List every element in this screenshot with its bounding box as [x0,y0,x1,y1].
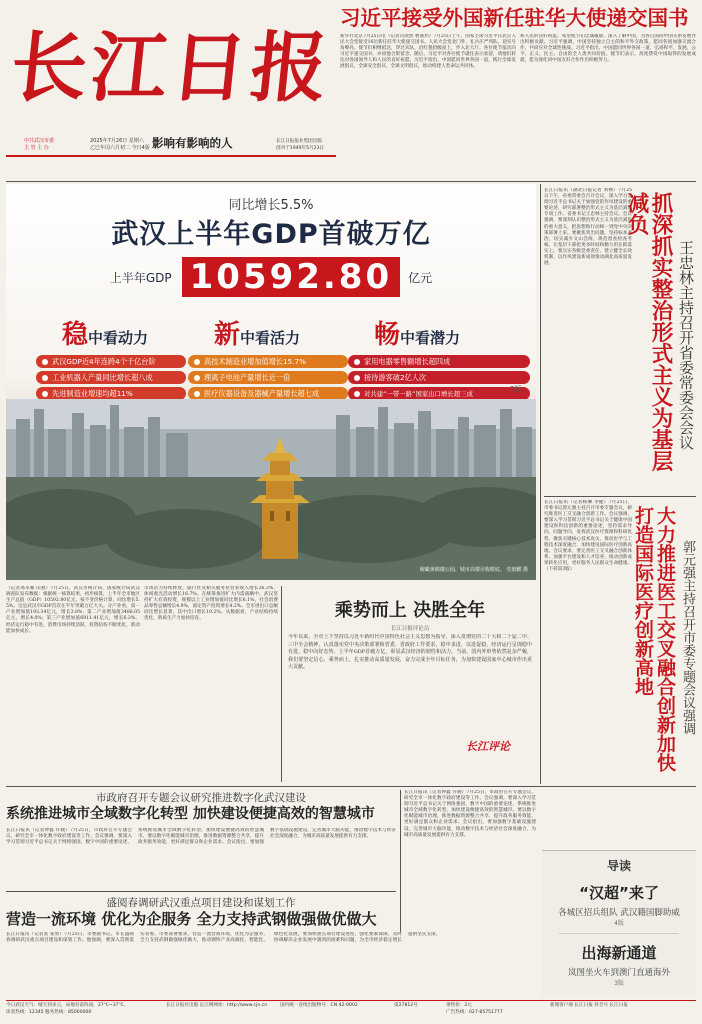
masthead-rule [6,155,336,157]
commentary-title: 乘势而上 决胜全年 [334,600,486,621]
panel-new [188,314,348,403]
lunar-date: 乙巳年闰六月初二 今日4版 [90,145,150,151]
masthead [6,4,336,180]
list-item: 高技术制造业增加值增长15.7% [188,355,348,368]
footer-website[interactable]: 长江日报社出版 长江网网址：http://www.cjn.cn [166,1003,268,1008]
panel-smooth [348,314,530,403]
footer-weather: 今日武汉天气：晴天到多云，局地有雷阵雨，27℃~37℃。 [6,1003,129,1008]
footer [6,1003,696,1022]
commentary-sign: 长江评论 [466,740,510,753]
right-story-1-headline: 抓深抓实整治形式主义为基层减负 [624,192,673,472]
right-story-1-body: 长江日报讯（湖北日报记者 刘畅）7月25日下午，省委常委会召开会议，深入学习贯彻习近平总书记关于加强党的作风建设的重要论述，研究部署整治形式主义为基层减负专项工作。省委书记王忠林主持会议。会议强调，要深刻认识整治形式主义为基层减负的重大意义，把思想和行动统一到党中央决策部署上来。要聚焦突出问题，坚持标本兼治，切实减少文山会海，规范督查检查考核，让基层干部把更多时间和精力用在抓落实上。要压实各级党委责任，建立健全长效机制，以作风建设新成效推动湖北高质量发展。 [544,188,632,267]
right-story-2-body: 长江日报讯（记者杨琳 李健）7月25日，市委书记郭元强主持召开市委专题会议，研究推进医工交叉融合创新工作。会议强调，要深入学习贯彻习近平总书记关于健康中国建设和科技创新的重要论述，坚持需求导向、问题导向，发挥武汉医疗资源和科研优势，聚焦关键核心技术攻关，推动医学与工程技术深度融合，加快建设国际医疗创新高地。会议要求，要完善医工交叉融合创新体系，加强平台建设和人才培养，推动创新成果转化应用，更好服务人民群众生命健康。（下转第3版） [544,500,632,573]
panel-new-title: 中看活力 [240,329,301,347]
panel-stable-title: 中看动力 [88,329,149,347]
guide-item-page: 4版 [614,920,624,927]
bottom-story-1-body: 长江日报讯（记者钟鑫 许晓）7月25日，市政府召开专题会议，研究全市一体化数字政府建设等工作。会议强调，要深入学习贯彻习近平总书记关于网络强国、数字中国的重要论述，系统推进城市全域数字化转型，加快建设便捷高效的智慧城市。要以数字化赋能城市治理，推进数据资源整合共享，提升政务服务效能，更好满足群众和企业需求。会议指出，要加强数字基础设施建设，完善城市大脑功能，推动数字技术与经济社会深度融合，为城市高质量发展提供有力支撑。 [6,828,396,846]
panel-smooth-title: 中看潜力 [400,329,461,347]
footer-price: 零售价：2元 [446,1003,472,1008]
list-item: 工业机器人产量同比增长超八成 [36,371,186,384]
gdp-value: 10592.80 [182,257,401,297]
commentary-body: 今年以来，全市上下坚持以习近平新时代中国特色社会主义思想为指导，深入贯彻党的二十大和二十届二中、三中全会精神，认真落实党中央决策部署和省委、省政府工作要求，稳中求进、以进促稳，经济运行呈现稳中有进、稳中向好态势。上半年GDP首破万亿，彰显武汉经济的韧性和活力。当前，国内外形势依然复杂严峻，我们要坚定信心、乘势而上，扎实推动高质量发展，奋力完成全年目标任务，为加快建设国家中心城市作出更大贡献。 [288,634,532,671]
infographic-headline: 武汉上半年GDP首破万亿 [111,219,431,250]
gdp-story-body-2: 市场活力持续释放，旅行社及相关服务业营业收入增长36.3%，休闲观光活动增长16.7%。在统筹推进扩大内需战略中，武汉坚持扩大有效投资，规模以上工业增加值同比增长6.1%，社会消费品零售总额增长4.9%，固定资产投资增长4.2%。全市进出口总额同比增长显著，其中出口增长19.2%。从数据看，产业结构持续优化，新质生产力加快培育。 [144,586,278,622]
footer-phone: 读者热线：12345 服务热线：85000000 [6,1009,92,1015]
slogan: 影响有影响的人 [152,136,233,150]
footer-apps: 新闻客户端 长江日报 抖音号 长江日报 [550,1003,628,1008]
bottom-story-2-kicker: 盛阅春调研武汉重点项目建设和谋划工作 [106,897,296,909]
guide-item-headline: 出海新通道 [581,944,657,962]
footer-issn: 国内统一连续出版物号：CN 42-0002 [280,1003,358,1008]
list-item: 家用电器零售额增长超四成 [348,355,530,368]
photo-caption: 俯瞰黄鹤楼公园、城市高楼尽收眼底。 党雨麒 摄 [419,567,528,573]
footer-ad: 广告热线：027-85751777 [446,1009,503,1015]
top-story-body-2: 和人民的良好祝愿。希望使节们忠诚履职，深入了解中国，为各自国同中国关系发展作出积极贡献。习近平强调，中国坚持独立自主的和平外交政策，愿同各国加强交流合作，共同应对全球性挑战。习近平指出，中国愿同世界各国一道，弘扬和平、发展、公平、正义、民主、自由的全人类共同价值。使节们表示，高度赞赏中国取得的发展成就，愿为深化同中国友好合作作出积极努力。 [520,34,696,64]
right-story-1-subhead: 王忠林主持召开省委常委会会议 [677,240,695,450]
city-skyline-photo [6,399,536,580]
right-story-2-headline: 大力推进医工交叉融合创新加快打造国际医疗创新高地 [632,506,676,772]
right-story-2-subhead: 郭元强主持召开市委专题会议强调 [680,540,695,735]
issue-date: 2025年7月26日 星期六 [90,138,144,144]
panel-new-key: 新 [214,320,241,350]
infographic-kicker: 同比增长5.5% [228,198,314,213]
top-headline: 习近平接受外国新任驻华大使递交国书 [340,6,689,30]
list-item: 接待游客破2亿人次 [348,371,530,384]
guide-box [542,850,696,996]
footer-code: 第27812号 [394,1003,418,1008]
gdp-story-body-1: （记者邢永雁 田燕）7月25日，武汉市统计局、国家统计局武汉调查队发布数据：根据统一核算结果，初步核算，上半年全市地区生产总值（GDP）10592.80亿元，按不变价格计算，同比增长5.5%。这是武汉市GDP首次在半年突破万亿大关。分产业看，第一产业增加值193.34亿元，增长3.8%；第二产业增加值3488.05亿元，增长4.0%；第三产业增加值6911.41亿元，增长6.3%。经济运行稳中有进，消费市场持续活跃，投资结构不断优化，新动能加快成长。 [6,586,140,634]
guide-item-desc: 各城区招兵组队 武汉籍国脚助威 [558,908,680,918]
panel-smooth-key: 畅 [374,320,401,350]
gdp-unit: 亿元 [408,270,433,285]
gdp-figure [56,254,486,300]
guide-item-headline: “汉超”来了 [579,884,659,902]
list-item: 先进制造业增速均超11% [36,387,186,400]
guide-item[interactable] [542,942,696,987]
masthead-label-1: 中共武汉市委 [24,138,55,144]
bottom-story-2-body: 长江日报讯（记者张 张勇）7月25日，市委副书记、市长盛阅春调研武汉重点项目建设和谋划工作。他强调，要深入贯彻落实省委、市委部署要求，营造一流营商环境，优化为企服务，全力支持武钢做强做优做大，推动钢铁产业高端化、智能化、绿色化发展。要加快重点项目建设进度，强化要素保障，及时协调解决企业发展中遇到的困难和问题，为全市经济稳定增长提供坚实支撑。 [6,932,441,944]
bottom-story-2-headline: 营造一流环境 优化为企服务 全力支持武钢做强做优做大 [6,910,377,928]
gdp-infographic [6,184,536,580]
guide-item-desc: 岚图坐火车到澳门直通海外 [567,968,670,978]
bottom-story-continued: 长江日报讯（记者钟鑫 许晓）7月25日，市政府召开专题会议，研究全市一体化数字政府建设等工作。会议强调，要深入学习贯彻习近平总书记关于网络强国、数字中国的重要论述，系统推进城市全域数字化转型，加快建设便捷高效的智慧城市。要以数字化赋能城市治理，推进数据资源整合共享，提升政务服务效能，更好满足群众和企业需求。会议指出，要加强数字基础设施建设，完善城市大脑功能，推动数字技术与经济社会深度融合，为城市高质量发展提供有力支撑。 [404,790,536,838]
guide-item-page: 3版 [614,980,624,987]
bottom-story-1-headline: 系统推进城市全域数字化转型 加快建设便捷高效的智慧城市 [6,806,375,822]
list-item: 理离子电池产量增长近一倍 [188,371,348,384]
bottom-story-1-kicker: 市政府召开专题会议研究推进数字化武汉建设 [96,792,306,804]
panel-stable-key: 稳 [62,320,89,350]
list-item: 武汉GDP近4年连跨4个千亿台阶 [36,355,186,368]
gdp-label: 上半年GDP [109,270,172,285]
commentary-byline: 长江日报评论员 [390,626,430,632]
top-story-body: 新华社北京7月25日电（记者冯歆然 曹嘉玥）7月25日上午，国家主席习近平在北京人民大会堂接受16位新任驻华大使递交国书。人民大会堂北门外，礼兵庄严列队。迎宾号角嘹亮。使节们相继抵达，穿过宾队，沿红毯拾级而上，步入北大厅。各位使节依次向习近平递交国书，并同他合影留念。随后，习近平对各位使节就任表示欢迎，请他们转达对各国领导人和人民的良好祝愿。习近平指出，中国愿同世界各国一道，践行全球发展倡议、全球安全倡议、全球文明倡议，推动构建人类命运共同体。 [340,34,516,70]
list-item: 医疗仪器设备及器械产量增长超七成 [188,387,348,400]
list-item: 对共建“一带一路”国家出口增长超三成 [348,387,530,400]
masthead-label-2: 主 管 主 办 [24,145,49,151]
newspaper-logo: 长江日报 [6,23,336,112]
founded: 创刊于1949年5月23日 [276,146,325,151]
infographic-pagemark: 2版 [510,385,522,393]
panel-stable [36,314,186,403]
guide-title: 导读 [606,859,631,873]
publisher: 长江日报报业集团出版 [276,139,322,144]
guide-item[interactable] [542,882,696,927]
